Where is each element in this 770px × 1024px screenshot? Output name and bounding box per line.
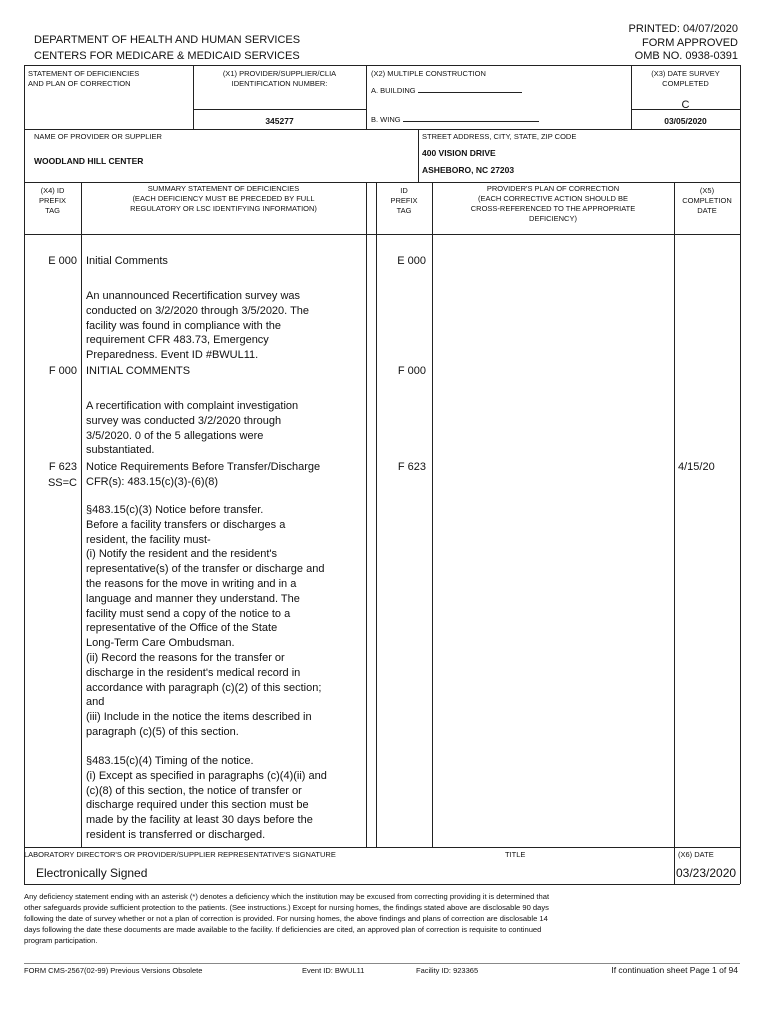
f000-title: INITIAL COMMENTS	[86, 365, 191, 377]
f623-body-2: §483.15(c)(4) Timing of the notice. (i) Except as specified in paragraphs (c)(4)(ii) and (c)(8) of this section, the notice of transfer or discharge required under this section must be made by the facility at least 30 days before the resident is transferred or discharged.	[86, 755, 327, 841]
rule	[24, 234, 740, 235]
facility-id: Facility ID: 923365	[416, 966, 479, 975]
rule	[740, 65, 741, 847]
building-blank	[418, 85, 522, 93]
rule	[740, 847, 741, 884]
printed-date: PRINTED: 04/07/2020	[628, 23, 738, 35]
f000-body: A recertification with complaint investigation survey was conducted 3/2/2020 through 3/5/2020. 0 of the 5 allegations were substantiated.	[86, 400, 299, 457]
department-title: DEPARTMENT OF HEALTH AND HUMAN SERVICES	[34, 34, 301, 46]
signature-value: Electronically Signed	[36, 866, 148, 880]
address-label: STREET ADDRESS, CITY, STATE, ZIP CODE	[422, 132, 577, 141]
e000-tag: E 000	[48, 255, 77, 267]
rule	[24, 182, 740, 183]
x5-header: (X5) COMPLETION DATE	[682, 186, 732, 215]
disclaimer-text: Any deficiency statement ending with an asterisk (*) denotes a deficiency which the institution may be excused from correcting providing it is determined that other safeguards provide sufficient protection to the patients. (See instructions.) Except for nursing homes, the findings stated above are disclosable 90 days following the date of survey whether or not a plan of correction is provided. For nursing homes, the above findings and plans of correction are disclosable 14 days following the date these documents are made available to the facility. If deficiencies are cited, an approved plan of correction is requisite to continued program participation.	[24, 892, 550, 945]
e000-body: An unannounced Recertification survey was conducted on 3/2/2020 through 3/5/2020. The facility was found in compliance with the requirement CFR 483.73, Emergency Preparedness. Event ID #BWUL11.	[86, 290, 310, 362]
centers-title: CENTERS FOR MEDICARE & MEDICAID SERVICES	[34, 50, 300, 62]
x4-header: (X4) ID PREFIX TAG	[38, 186, 67, 215]
x3-date: 03/05/2020	[664, 116, 707, 126]
signature-label: LABORATORY DIRECTOR'S OR PROVIDER/SUPPLIER REPRESENTATIVE'S SIGNATURE	[24, 850, 336, 859]
rule	[418, 129, 419, 182]
form-approved: FORM APPROVED	[642, 37, 738, 49]
f000-tag: F 000	[48, 365, 77, 377]
rule	[193, 109, 366, 110]
statement-label: STATEMENT OF DEFICIENCIES AND PLAN OF CORRECTION	[28, 69, 140, 88]
summary-header: SUMMARY STATEMENT OF DEFICIENCIES (EACH DEFICIENCY MUST BE PRECEDED BY FULL REGULATORY OR LSC IDENTIFYING INFORMATION)	[130, 184, 317, 213]
e000-id-tag: E 000	[397, 255, 426, 267]
x3-label: (X3) DATE SURVEY COMPLETED	[651, 69, 720, 88]
f623-completion-date: 4/15/20	[678, 461, 715, 473]
building-field	[371, 85, 522, 96]
x1-value: 345277	[265, 116, 294, 126]
rule	[432, 182, 433, 847]
e000-title: Initial Comments	[86, 255, 168, 267]
rule	[81, 182, 82, 847]
x3-code: C	[681, 99, 690, 111]
rule	[366, 65, 367, 129]
f623-title: Notice Requirements Before Transfer/Discharge CFR(s): 483.15(c)(3)-(6)(8)	[86, 461, 321, 488]
provider-label: NAME OF PROVIDER OR SUPPLIER	[34, 132, 162, 141]
form-number: FORM CMS-2567(02-99) Previous Versions Obsolete	[24, 966, 203, 975]
x1-label: (X1) PROVIDER/SUPPLIER/CLIA IDENTIFICATION NUMBER:	[222, 69, 337, 88]
omb-number: OMB NO. 0938-0391	[634, 50, 738, 62]
f623-scope-severity: SS=C	[47, 477, 77, 489]
wing-label: B. WING	[371, 115, 401, 124]
rule	[24, 963, 740, 964]
x2-label: (X2) MULTIPLE CONSTRUCTION	[371, 69, 486, 78]
wing-field	[371, 114, 539, 125]
plan-header: PROVIDER'S PLAN OF CORRECTION (EACH CORRECTIVE ACTION SHOULD BE CROSS-REFERENCED TO THE APPROPRIATE DEFICIENCY)	[470, 184, 636, 223]
rule	[376, 182, 377, 847]
event-id: Event ID: BWUL11	[302, 966, 365, 975]
rule	[674, 182, 675, 847]
rule	[366, 182, 367, 847]
building-label: A. BUILDING	[371, 86, 416, 95]
date-label: (X6) DATE	[678, 850, 714, 859]
rule	[24, 65, 740, 66]
provider-name: WOODLAND HILL CENTER	[34, 156, 144, 166]
rule	[24, 65, 25, 847]
f000-id-tag: F 000	[397, 365, 426, 377]
rule	[24, 129, 740, 130]
address-line2: ASHEBORO, NC 27203	[422, 165, 515, 175]
id-header: ID PREFIX TAG	[390, 186, 418, 215]
title-label: TITLE	[505, 850, 526, 859]
f623-tag: F 623	[48, 461, 77, 473]
rule	[24, 884, 740, 885]
page-indicator: If continuation sheet Page 1 of 94	[611, 965, 738, 975]
f623-body-1: §483.15(c)(3) Notice before transfer. Before a facility transfers or discharges a resident, the facility must- (i) Notify the resident and the resident's representative(s) of the transfer or discharge and the reasons for the move in writing and in a language and manner they understand. The facility must send a copy of the notice to a representative of the Office of the State Long-Term Care Ombudsman. (ii) Record the reasons for the transfer or discharge in the resident's medical record in accordance with paragraph (c)(2) of this section; and (iii) Include in the notice the items described in paragraph (c)(5) of this section.	[86, 504, 325, 738]
signature-date: 03/23/2020	[676, 866, 737, 880]
address-line1: 400 VISION DRIVE	[422, 148, 496, 158]
f623-id-tag: F 623	[397, 461, 426, 473]
rule	[674, 847, 675, 884]
rule	[24, 847, 740, 848]
wing-blank	[403, 114, 539, 122]
